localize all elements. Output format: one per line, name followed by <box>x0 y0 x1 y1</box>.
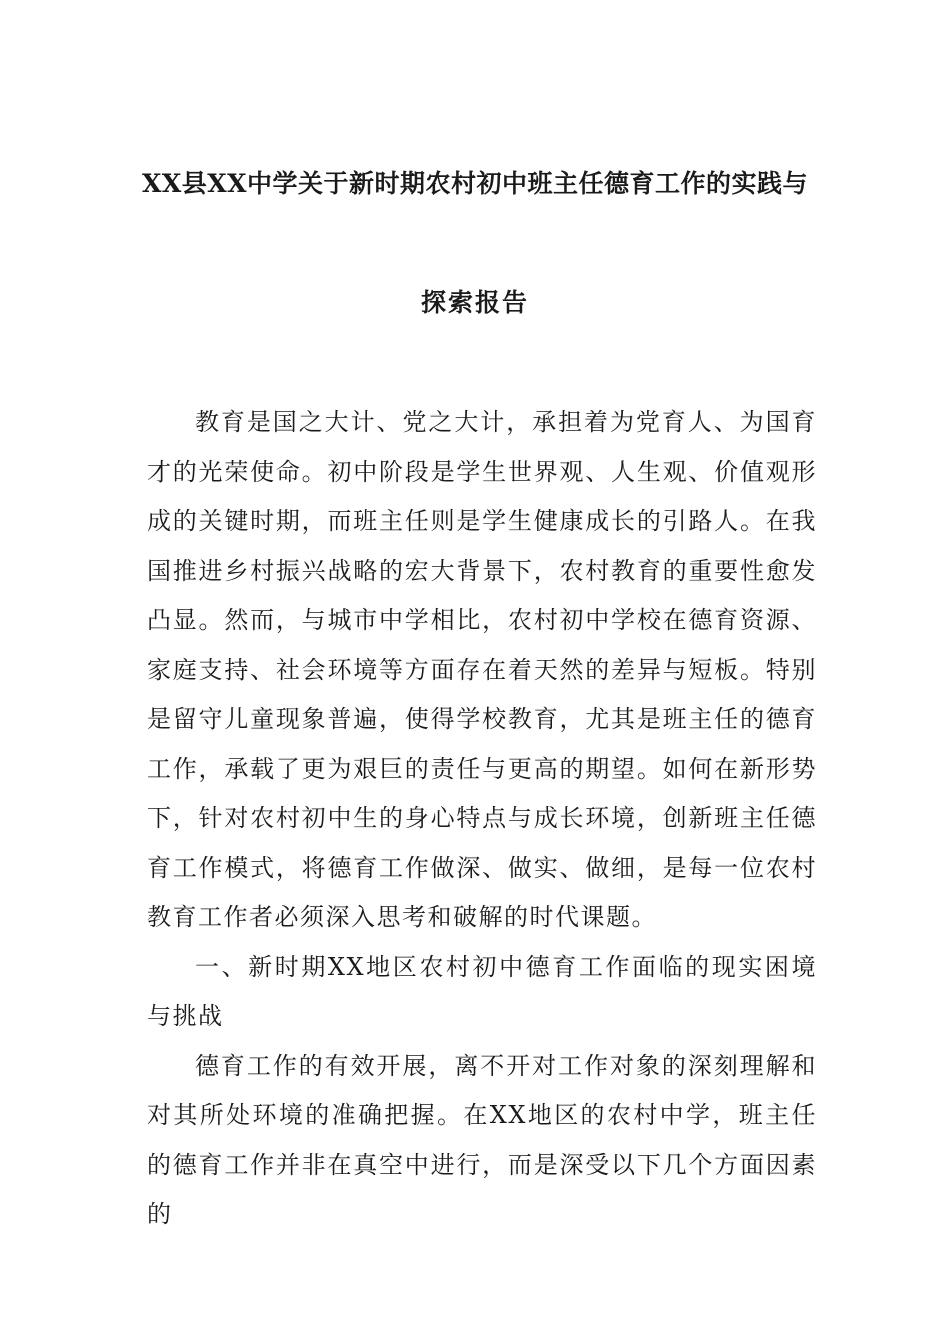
document-title-line-2: 探索报告 <box>420 288 529 317</box>
intro-paragraph: 教育是国之大计、党之大计，承担着为党育人、为国育才的光荣使命。初中阶段是学生世界观、人生观、价值观形成的关键时期，而班主任则是学生健康成长的引路人。在我国推进乡村振兴战略的宏大背景下，农村教育的重要性愈发凸显。然而，与城市中学相比，农村初中学校在德育资源、家庭支持、社会环境等方面存在着天然的差异与短板。特别是留守儿童现象普遍，使得学校教育，尤其是班主任的德育工作，承载了更为艰巨的责任与更高的期望。如何在新形势下，针对农村初中生的身心特点与成长环境，创新班主任德育工作模式，将德育工作做深、做实、做细，是每一位农村教育工作者必须深入思考和破解的时代课题。 <box>147 408 817 931</box>
section-1-paragraph: 德育工作的有效开展，离不开对工作对象的深刻理解和对其所处环境的准确把握。在XX地区的农村中学，班主任的德育工作并非在真空中进行，而是深受以下几个方面因素的 <box>147 1051 817 1228</box>
section-heading-1: 一、新时期XX地区农村初中德育工作面临的现实困境与挑战 <box>147 952 817 1030</box>
document-body <box>147 398 817 1240</box>
document-title-line-1: XX县XX中学关于新时期农村初中班主任德育工作的实践与 <box>141 169 809 198</box>
